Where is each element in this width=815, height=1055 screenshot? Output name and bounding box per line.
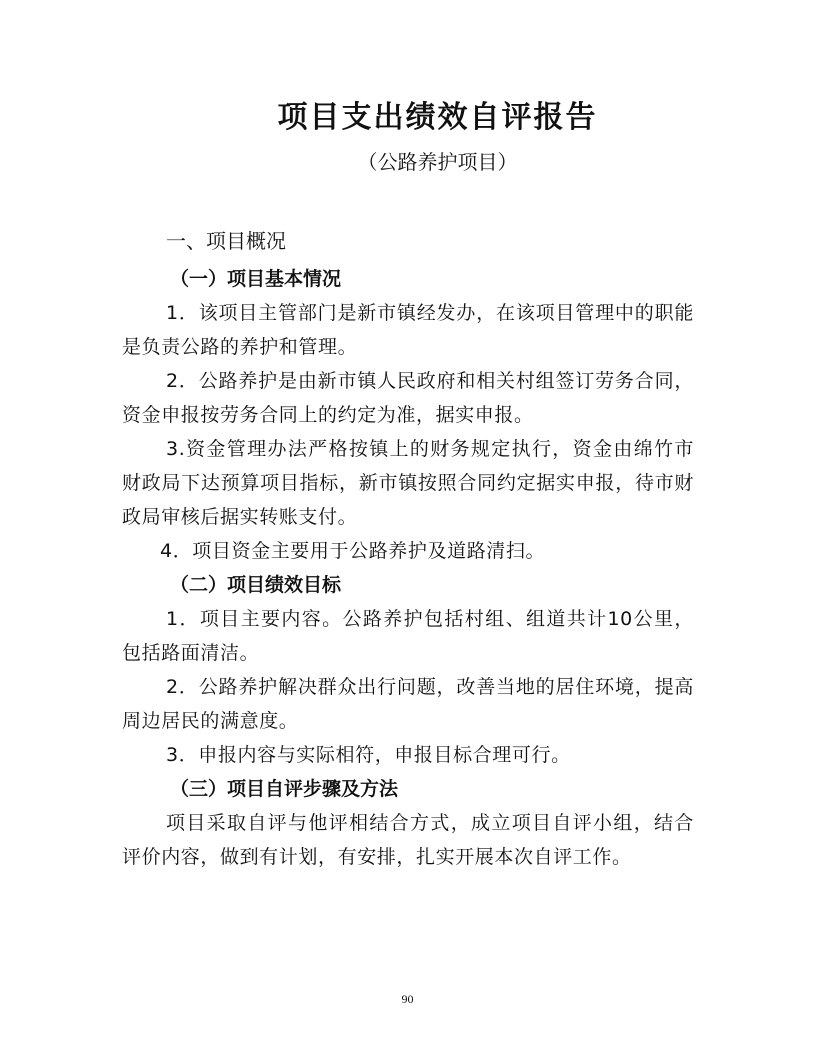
paragraph: 3．申报内容与实际相符，申报目标合理可行。 <box>166 744 571 766</box>
subsection-heading-self-evaluation: （三）项目自评步骤及方法 <box>170 778 399 800</box>
document-body <box>122 224 694 874</box>
paragraph: 1．该项目主管部门是新市镇经发办，在该项目管理中的职能是负责公路的养护和管理。 <box>122 302 694 358</box>
paragraph: 3.资金管理办法严格按镇上的财务规定执行，资金由绵竹市财政局下达预算项目指标，新市镇按照合同约定据实申报，待市财政局审核后据实转账支付。 <box>122 438 694 528</box>
subsection-heading-performance-goals: （二）项目绩效目标 <box>170 574 342 596</box>
paragraph: 4．项目资金主要用于公路养护及道路清扫。 <box>160 540 546 562</box>
subsection-heading-basic-info: （一）项目基本情况 <box>170 268 342 290</box>
report-title: 项目支出绩效自评报告 <box>277 100 598 135</box>
section-heading-overview: 一、项目概况 <box>166 229 286 253</box>
report-subtitle: （公路养护项目） <box>357 150 518 174</box>
paragraph: 2．公路养护是由新市镇人民政府和相关村组签订劳务合同，资金申报按劳务合同上的约定为准，据实申报。 <box>122 370 694 426</box>
page-number: 90 <box>401 992 414 1006</box>
paragraph: 1．项目主要内容。公路养护包括村组、组道共计10公里，包括路面清洁。 <box>122 608 694 664</box>
paragraph: 2．公路养护解决群众出行问题，改善当地的居住环境，提高周边居民的满意度。 <box>122 676 694 732</box>
paragraph: 项目采取自评与他评相结合方式，成立项目自评小组，结合评价内容，做到有计划，有安排，扎实开展本次自评工作。 <box>122 812 694 868</box>
